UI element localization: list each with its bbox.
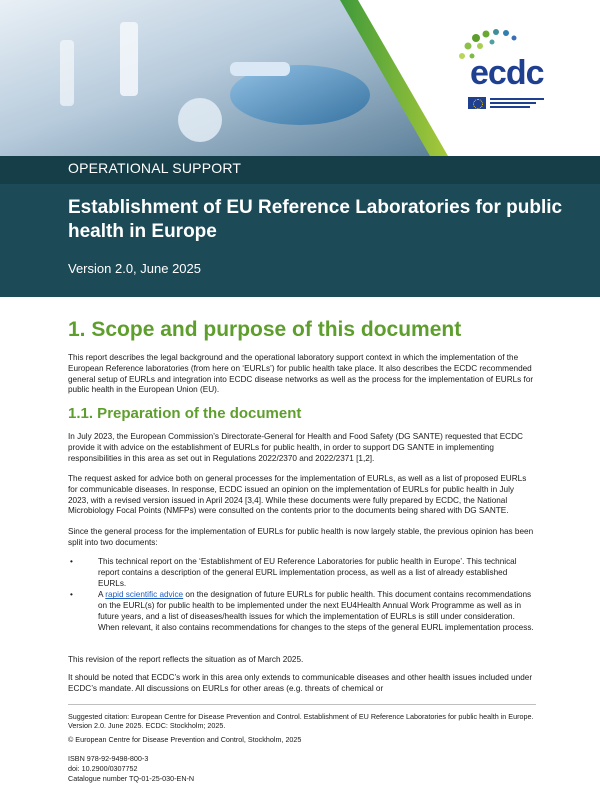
bullet-icon: • (70, 590, 73, 600)
catalogue-number: Catalogue number TQ-01-25-030-EN-N (68, 774, 195, 783)
eu-flag-icon (468, 97, 486, 109)
footer-divider (68, 704, 536, 705)
bullet-icon: • (70, 557, 73, 566)
subsection-heading: 1.1. Preparation of the document (68, 405, 302, 422)
isbn: ISBN 978-92-9498-800-3 (68, 754, 149, 763)
paragraph-5: It should be noted that ECDC’s work in this area only extends to communicable diseases and other health issues included under ECDC’s mandate. All discussions on EURLs for other areas (e.g. threats of chemical or (68, 673, 533, 693)
list-item: • This technical report on the ‘Establishment of EU Reference Laboratories for public health in Europe’. This technical report contains a description of the general EURL implementation process, as well as a list of already established EURLs. (70, 557, 517, 588)
paragraph-2: The request asked for advice both on general processes for the implementation of EURLs, as well as a list of proposed EURLs for communicable diseases. In response, ECDC issued an opinion on the implementation of EURLs for public health in July 2023, with a revised version issued in April 2024 [3,4]. While these documents were fully prepared by ECDC, the National Microbiology Focal Points (NMFPs) were consulted on the contents prior to the documents being shared with DG SANTE. (68, 474, 527, 516)
paragraph-1: In July 2023, the European Commission’s Directorate-General for Health and Food Safety (DG SANTE) requested that ECDC provide it with advice on the establishment of EURLs for public health, in order to support DG SANTE in implementing responsibilities in this area as set out in Regulations 2022/2370 and 2022/2371 [1,2]. (68, 432, 523, 463)
eu-agency-mark (468, 97, 544, 109)
series-label: OPERATIONAL SUPPORT (68, 160, 242, 176)
document-title: Establishment of EU Reference Laboratories for public health in Europe (68, 197, 563, 242)
paragraph-3: Since the general process for the implementation of EURLs for public health is now largely stable, the previous opinion has been split into two documents: (68, 527, 534, 547)
doi: doi: 10.2900/0307752 (68, 764, 138, 773)
logo-wordmark: ecdc (470, 54, 544, 92)
list-item: • A rapid scientific advice on the designation of future EURLs for public health. This document contains recommendations on the EURL(s) for public health to be implemented under the next EU4Health Annual Work Programme as well as in future years, and a list of diseases/health issues for which the implementation of EURLs is still under consideration. When relevant, it also contains recommendations for changes to the steps of the general EURL implementation process. (70, 590, 534, 632)
cover-hero (0, 0, 600, 156)
intro-paragraph: This report describes the legal background and the operational laboratory support context in which the implementation of the European Reference laboratories (from here on ‘EURLs’) for public health take place. It also describes the ECDC recommended general setup of EURLs and integration into ECDC disease networks as well as the process for the implementation of EURLs for public health in the European Union (EU). (68, 353, 534, 395)
paragraph-4: This revision of the report reflects the situation as of March 2025. (68, 655, 304, 664)
version-label: Version 2.0, June 2025 (68, 261, 201, 276)
copyright: © European Centre for Disease Prevention and Control, Stockholm, 2025 (68, 735, 302, 744)
suggested-citation: Suggested citation: European Centre for Disease Prevention and Control. Establishment of EU Reference Laboratories for public health in Europe. Version 2.0. June 2025. ECDC: Stockholm; 2025. (68, 712, 534, 731)
rapid-scientific-advice-link[interactable]: rapid scientific advice (105, 590, 184, 600)
bullet-list (68, 557, 536, 635)
section-heading: 1. Scope and purpose of this document (68, 318, 462, 341)
ecdc-logo (452, 28, 562, 120)
